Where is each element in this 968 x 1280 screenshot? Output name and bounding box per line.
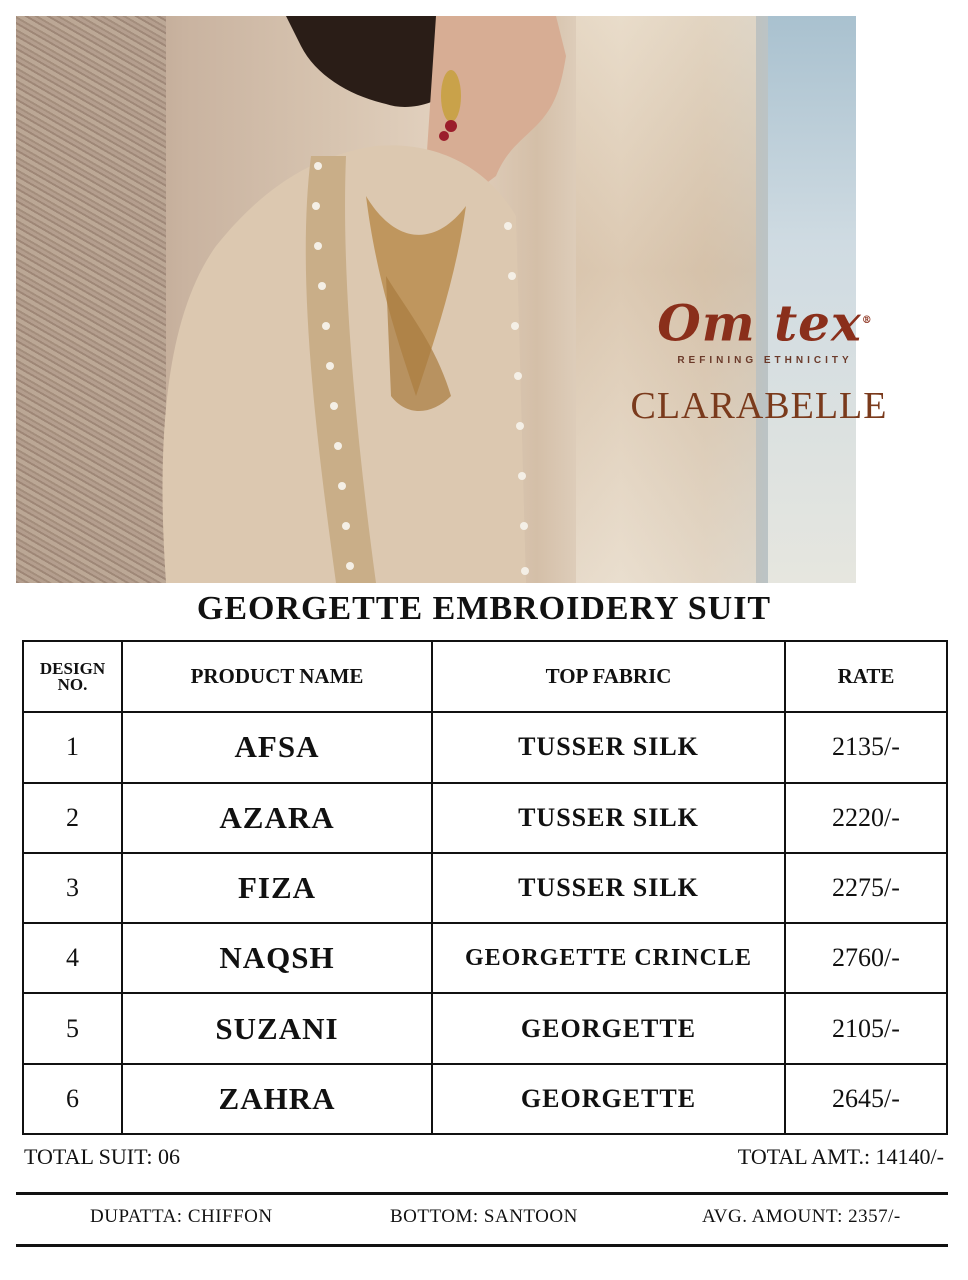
divider-bottom xyxy=(16,1244,948,1247)
cell-top-fabric: TUSSER SILK xyxy=(432,783,785,853)
table-row xyxy=(23,923,947,993)
cell-top-fabric: GEORGETTE CRINCLE xyxy=(432,923,785,993)
collection-name: CLARABELLE xyxy=(630,384,888,427)
specs-bar xyxy=(16,1206,948,1236)
table-row xyxy=(23,1064,947,1134)
cell-rate: 2275/- xyxy=(785,853,947,923)
cell-top-fabric: GEORGETTE xyxy=(432,1064,785,1134)
cell-design-no: 2 xyxy=(23,783,122,853)
cell-top-fabric: TUSSER SILK xyxy=(432,712,785,782)
cell-design-no: 1 xyxy=(23,712,122,782)
cell-rate: 2760/- xyxy=(785,923,947,993)
header-product-name: PRODUCT NAME xyxy=(122,641,432,712)
cell-rate: 2645/- xyxy=(785,1064,947,1134)
cell-top-fabric: TUSSER SILK xyxy=(432,853,785,923)
table-row xyxy=(23,712,947,782)
brand-logo xyxy=(640,294,890,351)
cell-product-name: AFSA xyxy=(122,712,432,782)
cell-product-name: AZARA xyxy=(122,783,432,853)
cell-rate: 2135/- xyxy=(785,712,947,782)
avg-amount-spec: AVG. AMOUNT: 2357/- xyxy=(702,1206,901,1227)
cell-design-no: 3 xyxy=(23,853,122,923)
cell-design-no: 4 xyxy=(23,923,122,993)
brand-logo-text: Om tex xyxy=(657,293,862,353)
total-amount: TOTAL AMT.: 14140/- xyxy=(737,1144,944,1169)
cell-rate: 2105/- xyxy=(785,993,947,1063)
cell-design-no: 5 xyxy=(23,993,122,1063)
header-top-fabric: TOP FABRIC xyxy=(432,641,785,712)
dupatta-spec: DUPATTA: CHIFFON xyxy=(90,1206,273,1227)
page-title: GEORGETTE EMBROIDERY SUIT xyxy=(196,590,772,627)
cell-product-name: NAQSH xyxy=(122,923,432,993)
table-row xyxy=(23,993,947,1063)
table-row xyxy=(23,783,947,853)
brand-block xyxy=(630,293,890,428)
cell-rate: 2220/- xyxy=(785,783,947,853)
divider-top xyxy=(16,1192,948,1195)
totals-bar xyxy=(22,1144,946,1174)
total-suit: TOTAL SUIT: 06 xyxy=(24,1144,181,1169)
bottom-spec: BOTTOM: SANTOON xyxy=(390,1206,578,1227)
cell-product-name: FIZA xyxy=(122,853,432,923)
cell-product-name: SUZANI xyxy=(122,993,432,1063)
table-header-row xyxy=(23,641,947,712)
registered-mark-icon: ® xyxy=(861,315,873,326)
cell-top-fabric: GEORGETTE xyxy=(432,993,785,1063)
price-table xyxy=(22,640,948,1135)
hero-photo xyxy=(16,16,888,583)
model-figure xyxy=(136,16,556,583)
brand-tagline: REFINING ETHNICITY xyxy=(677,354,853,366)
header-design-no: DESIGN NO. xyxy=(23,641,122,712)
header-rate: RATE xyxy=(785,641,947,712)
table-row xyxy=(23,853,947,923)
cell-product-name: ZAHRA xyxy=(122,1064,432,1134)
cell-design-no: 6 xyxy=(23,1064,122,1134)
